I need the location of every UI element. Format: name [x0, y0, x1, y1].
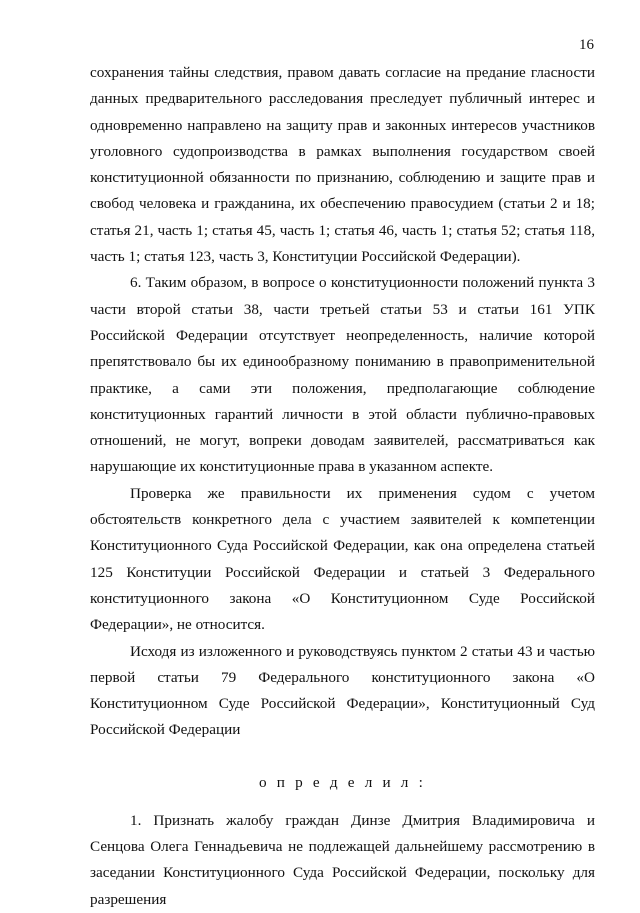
decision-heading: о п р е д е л и л : — [258, 773, 426, 791]
document-body — [90, 60, 595, 913]
paragraph-conclusion-6: 6. Таким образом, в вопросе о конституционности положений пункта 3 части второй статьи 38, части третьей статьи 53 и статьи 161 УПК Российской Федерации отсутствует неопределенность, наличие которой препятствовало бы их единообразному пониманию в правоприменительной практике, а сами эти положения, предполагающие соблюдение конституционных гарантий личности в этой области публично-правовых отношений, не могут, вопреки доводам заявителей, рассматриваться как нарушающие их конституционные права в указанном аспекте. — [90, 274, 595, 476]
paragraph-secrecy-continuation: сохранения тайны следствия, правом давать согласие на предание гласности данных предварительного расследования преследует публичный интерес и одновременно направлено на защиту прав и законных интересов участников уголовного судопроизводства в рамках выполнения государством своей конституционной обязанности по признанию, соблюдению и защите прав и свобод человека и гражданина, их обеспечению правосудием (статьи 2 и 18; статья 21, часть 1; статья 45, часть 1; статья 46, часть 1; статья 52; статья 118, часть 1; статья 123, часть 3, Конституции Российской Федерации). — [90, 64, 595, 266]
paragraph-resolution-1: 1. Признать жалобу граждан Динзе Дмитрия Владимировича и Сенцова Олега Геннадьевича не подлежащей дальнейшему рассмотрению в заседании Конституционного Суда Российской Федерации, поскольку для разрешения — [90, 811, 595, 908]
page-number: 16 — [579, 37, 594, 53]
paragraph-competence: Проверка же правильности их применения судом с учетом обстоятельств конкретного дела с участием заявителей к компетенции Конституционного Суда Российской Федерации, как она определена статьей 125 Конституции Российской Федерации и статьей 3 Федерального конституционного закона «О Конституционном Суде Российской Федерации», не относится. — [90, 484, 595, 634]
paragraph-grounds: Исходя из изложенного и руководствуясь пунктом 2 статьи 43 и частью первой статьи 79 Федерального конституционного закона «О Конституционном Суде Российской Федерации», Конституционный Суд Российской Федерации — [90, 642, 595, 739]
